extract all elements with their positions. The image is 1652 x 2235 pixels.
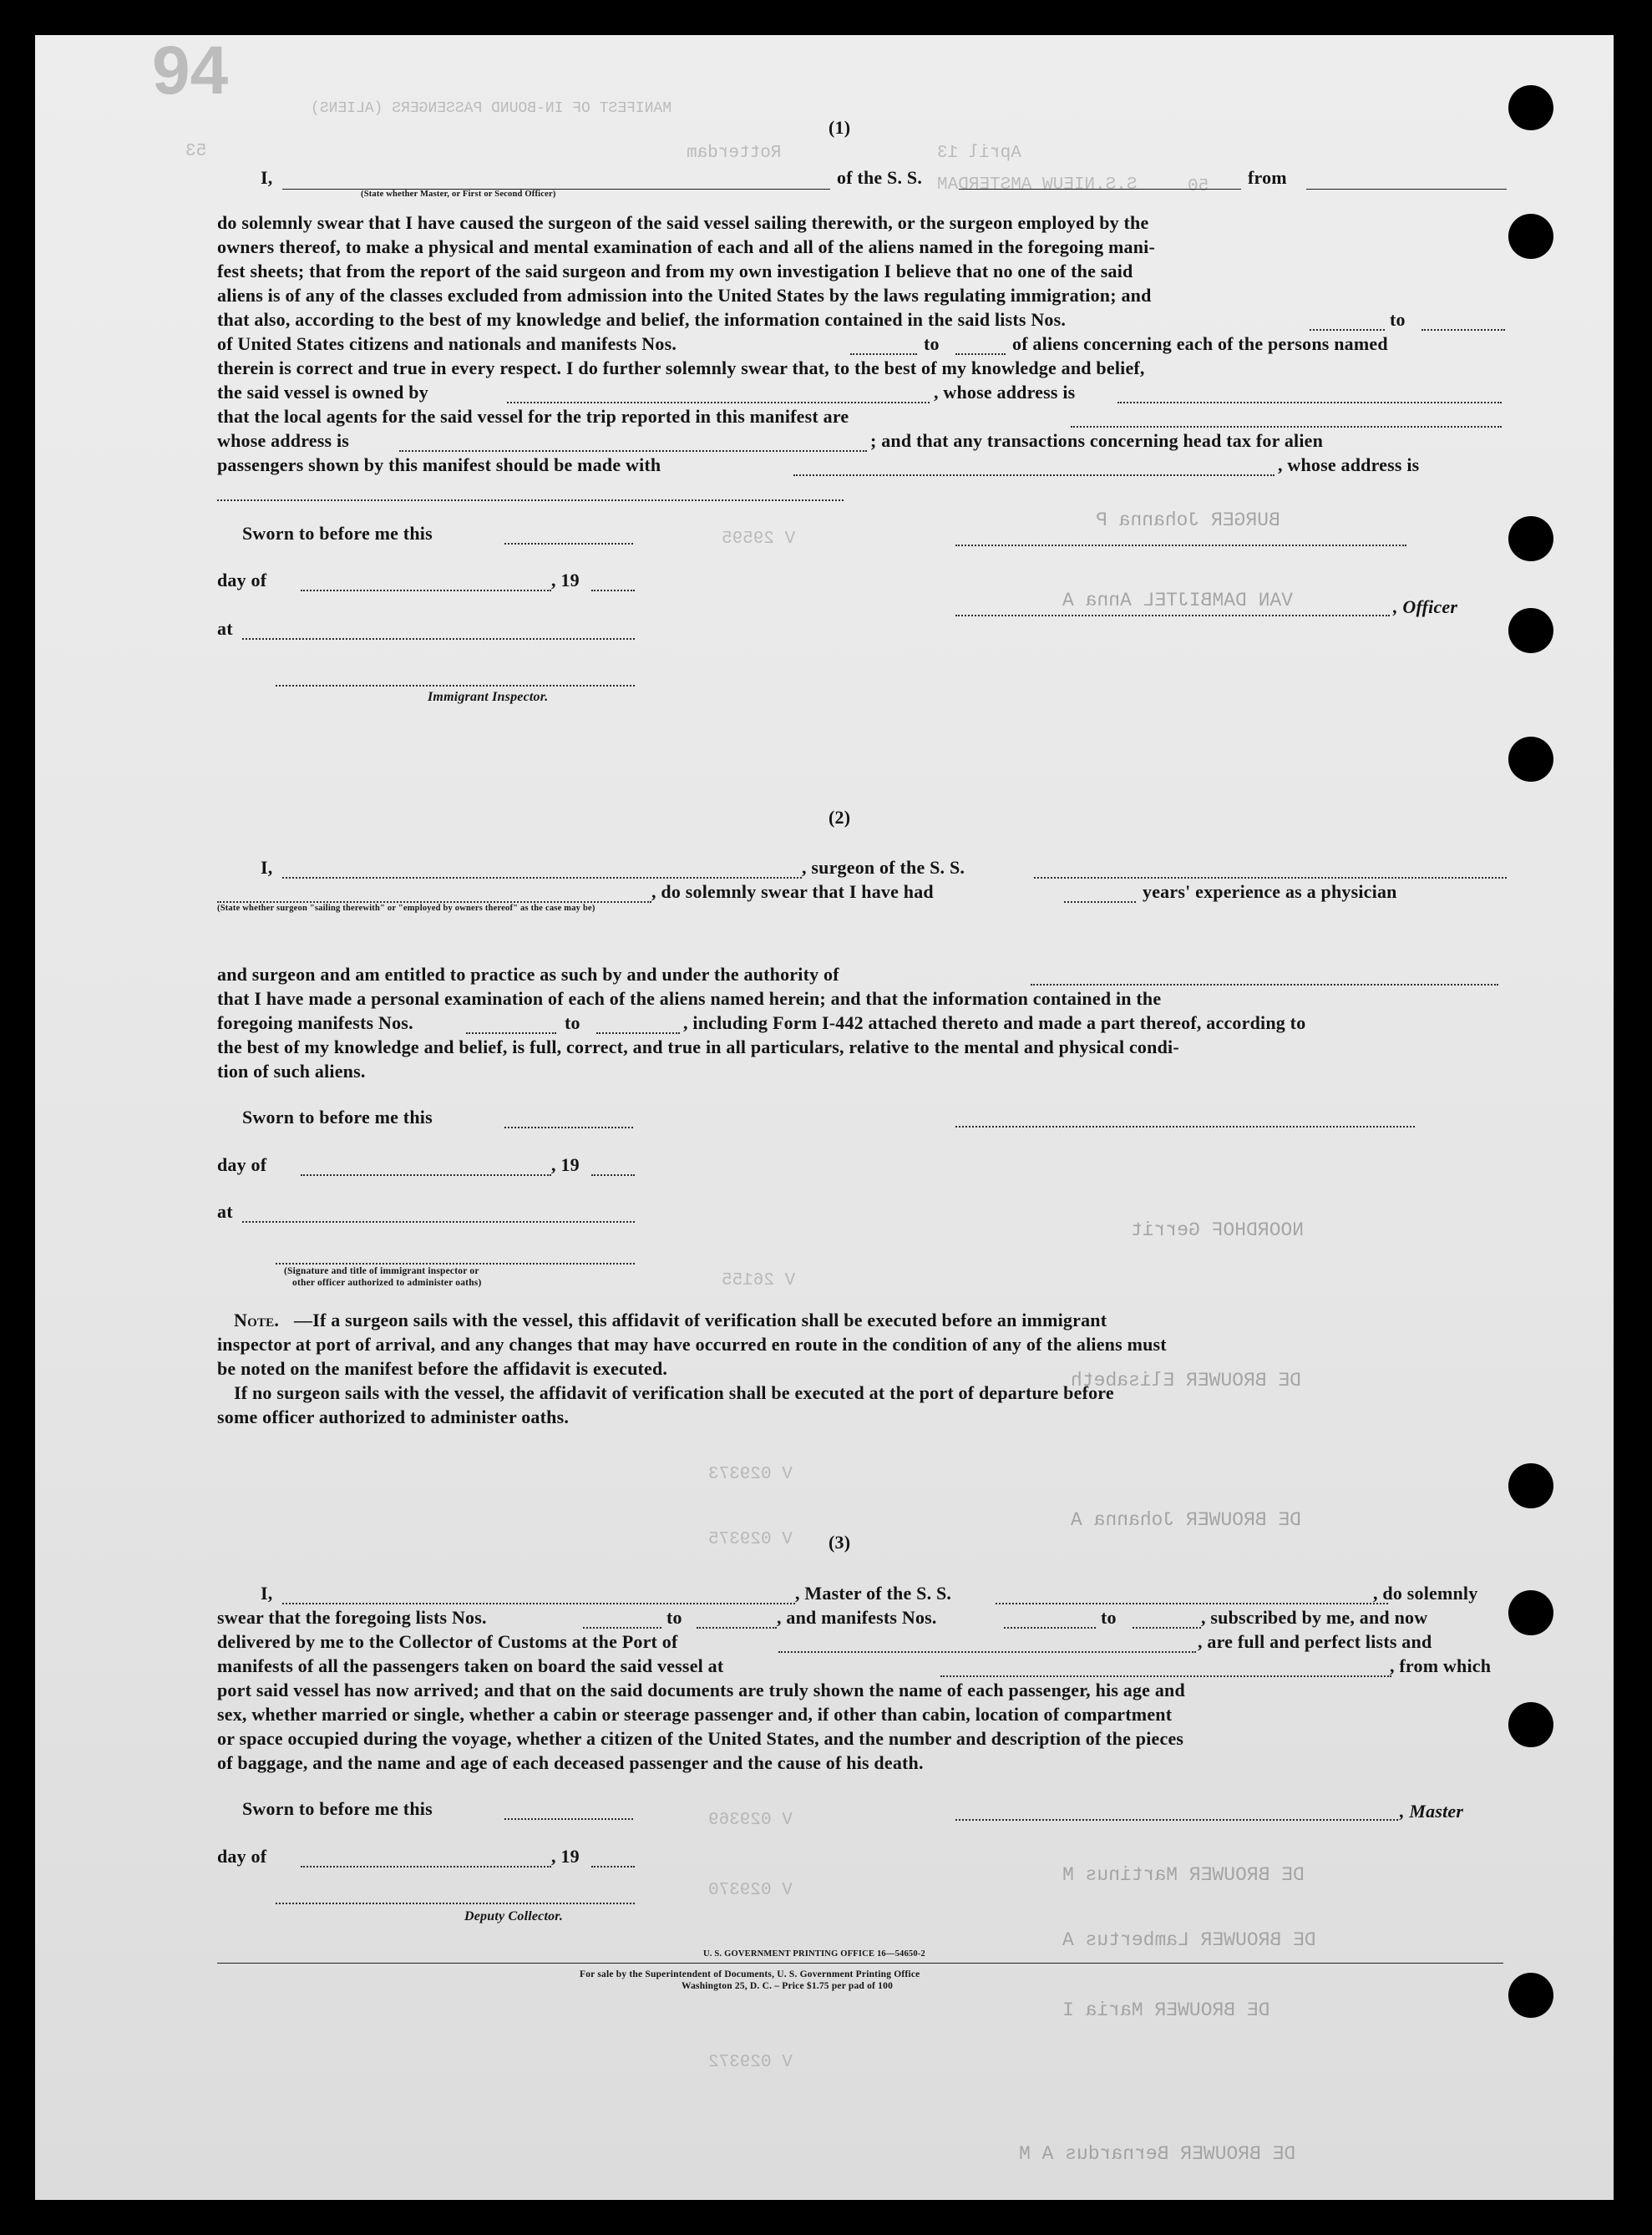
punch-hole — [1508, 608, 1553, 653]
note-text: some officer authorized to administer oaths. — [217, 1406, 570, 1427]
sworn-date-field[interactable] — [504, 1818, 633, 1820]
agents-field[interactable] — [1071, 426, 1502, 428]
punch-hole — [1508, 737, 1553, 782]
bleed-vessel: S.S.NIEUW AMSTERDAM — [937, 175, 1138, 195]
oath-3-text: , from which — [1390, 1655, 1492, 1676]
punch-hole — [1508, 214, 1553, 259]
punch-hole — [1508, 1590, 1553, 1635]
oath-1-text: do solemnly swear that I have caused the surgeon of the said vessel sailing therewith, or the surgeon employed by the — [217, 212, 1149, 233]
bleed-number: 50 — [1188, 177, 1209, 196]
years-experience-field[interactable] — [1064, 901, 1136, 903]
oath-1-text: fest sheets; that from the report of the said surgeon and from my own investigation I believe that no one of the said — [217, 261, 1133, 281]
oath-3-text: , and manifests Nos. — [777, 1607, 937, 1628]
surgeon-manifest-from-field[interactable] — [466, 1032, 556, 1034]
manifests-label: foregoing manifests Nos. — [217, 1012, 413, 1033]
sworn-label: Sworn to before me this — [242, 523, 433, 544]
owner-label: the said vessel is owned by — [217, 382, 428, 403]
oath-2-intro: I, — [261, 857, 273, 878]
note-text: inspector at port of arrival, and any changes that may have occurred en route in the condition of any of the aliens must — [217, 1334, 1167, 1355]
bleed-number: V 029369 — [708, 1811, 793, 1830]
page-number-stamp: 94 — [152, 33, 229, 109]
collector-signature-field[interactable] — [276, 1903, 635, 1904]
owner-field[interactable] — [507, 402, 930, 403]
officer-signature-line-1[interactable] — [955, 545, 1406, 546]
manifest-page — [35, 35, 1614, 2200]
embark-port-field[interactable] — [940, 1675, 1391, 1677]
inspector-signature-field[interactable] — [276, 685, 635, 687]
section-2-heading: (2) — [829, 807, 851, 828]
place-field[interactable] — [242, 1221, 635, 1223]
bleed-name: DE BROUWER Elisabeth — [1071, 1370, 1302, 1391]
sworn-date-field[interactable] — [504, 543, 633, 545]
oath-2-text: tion of such aliens. — [217, 1061, 366, 1082]
year-field[interactable] — [591, 1866, 635, 1868]
oath-1-text: owners thereof, to make a physical and mental examination of each and all of the aliens named in the foregoing mani- — [217, 236, 1155, 257]
oath-1-vessel-label: of the S. S. — [837, 167, 923, 188]
oath-3-text: of baggage, and the name and age of each deceased passenger and the cause of his death. — [217, 1752, 924, 1773]
bleed-date: April 13 — [937, 144, 1021, 163]
oath-1-text: aliens is of any of the classes excluded from admission into the United States by the laws regulating immigration; and — [217, 285, 1152, 306]
to-label: to — [565, 1012, 580, 1033]
oath-2-text: , do solemnly swear that I have had — [651, 881, 934, 902]
surgeon-vessel-field[interactable] — [1034, 877, 1507, 879]
to-label: to — [924, 333, 940, 354]
sale-note: For sale by the Superintendent of Documents, U. S. Government Printing Office — [580, 1969, 920, 1979]
oath-3-text: , subscribed by me, and now — [1201, 1607, 1428, 1628]
surgeon-status-caption: (State whether surgeon "sailing therewith" or "employed by owners thereof" as the case may be) — [217, 904, 595, 913]
oath-2-text: the best of my knowledge and belief, is full, correct, and true in all particulars, relative to the mental and physical condi- — [217, 1036, 1179, 1057]
year-field[interactable] — [591, 590, 635, 591]
oath-3-text: sex, whether married or single, whether a cabin or steerage passenger and, if other than cabin, location of compartment — [217, 1704, 1173, 1725]
master-caption: , Master — [1400, 1801, 1464, 1822]
note-text: —If a surgeon sails with the vessel, this affidavit of verification shall be executed before an immigrant — [294, 1310, 1107, 1330]
port-label: delivered by me to the Collector of Customs at the Port of — [217, 1631, 678, 1652]
master-vessel-field[interactable] — [996, 1603, 1388, 1604]
lists-label: swear that the foregoing lists Nos. — [217, 1607, 487, 1628]
surgeon-signature-field[interactable] — [955, 1126, 1415, 1128]
officer-caption: , Officer — [1393, 596, 1458, 617]
oath-2-text: years' experience as a physician — [1143, 881, 1397, 902]
punch-hole — [1508, 85, 1553, 130]
oath-3-text: , are full and perfect lists and — [1198, 1631, 1432, 1652]
bleed-name: DE BROUWER Maria I — [1062, 1999, 1270, 2021]
oath-3-text: , do solemnly — [1373, 1583, 1478, 1604]
sworn-label: Sworn to before me this — [242, 1107, 433, 1128]
bleed-port: Rotterdam — [687, 144, 782, 163]
note-text: be noted on the manifest before the affidavit is executed. — [217, 1358, 668, 1379]
oath-1-text: that also, according to the best of my knowledge and belief, the information contained in the said lists Nos. — [217, 309, 1067, 330]
oath-3-text: port said vessel has now arrived; and that on the said documents are truly shown the name of each passenger, his age and — [217, 1680, 1185, 1700]
owner-address-field[interactable] — [1117, 402, 1502, 403]
month-field[interactable] — [301, 590, 551, 591]
oath-2-text: that I have made a personal examination of each of the aliens named herein; and that the information contained in the — [217, 988, 1162, 1009]
oath-1-from-label: from — [1248, 167, 1287, 188]
agents-address-field[interactable] — [399, 450, 867, 452]
officer-signature-line-2[interactable] — [955, 615, 1390, 616]
day-of-label: day of — [217, 570, 267, 590]
oath-3-text: or space occupied during the voyage, whether a citizen of the United States, and the number and description of the pieces — [217, 1728, 1184, 1749]
year-label: , 19 — [551, 1154, 580, 1175]
owner-address-label: , whose address is — [934, 382, 1076, 403]
to-label: to — [1390, 309, 1406, 330]
collector-caption: Deputy Collector. — [464, 1909, 564, 1923]
bleed-name: VAN DAMBIJTEL Anna A — [1062, 590, 1294, 611]
oath-1-text: of aliens concerning each of the persons named — [1012, 333, 1388, 354]
day-of-label: day of — [217, 1846, 267, 1867]
master-manifest-to-field[interactable] — [1133, 1627, 1201, 1629]
bleed-name: DE BROUWER Johanna A — [1071, 1509, 1302, 1531]
authority-field[interactable] — [1031, 984, 1498, 986]
customs-port-field[interactable] — [778, 1651, 1196, 1653]
agents-address-label: whose address is — [217, 430, 350, 451]
place-field[interactable] — [242, 638, 635, 640]
citizen-list-from-field[interactable] — [1310, 329, 1385, 331]
head-tax-address-field[interactable] — [217, 499, 844, 501]
master-signature-field[interactable] — [955, 1819, 1398, 1821]
year-label: , 19 — [551, 570, 580, 590]
inspector-caption: Immigrant Inspector. — [428, 690, 549, 704]
signature-caption: (Signature and title of immigrant inspector or — [284, 1266, 479, 1276]
alien-manifest-from-field[interactable] — [850, 353, 917, 355]
year-label: , 19 — [551, 1846, 580, 1867]
surgeon-vessel-label: , surgeon of the S. S. — [802, 857, 965, 878]
to-label: to — [666, 1607, 682, 1628]
day-of-label: day of — [217, 1154, 267, 1175]
bleed-number: V 029373 — [708, 1465, 793, 1484]
oath-3-vessel-label: , Master of the S. S. — [795, 1583, 952, 1604]
month-field[interactable] — [301, 1866, 551, 1868]
section-1-heading: (1) — [829, 117, 851, 138]
note-label: Note. — [234, 1310, 280, 1330]
head-tax-payee-field[interactable] — [793, 474, 1274, 476]
note-text: If no surgeon sails with the vessel, the affidavit of verification shall be executed at the port of departure before — [234, 1382, 1114, 1403]
bleed-name: DE BROUWER Martinus M — [1062, 1864, 1305, 1886]
oath-2-text: , including Form I-442 attached thereto and made a part thereof, according to — [683, 1012, 1306, 1033]
alien-manifest-to-field[interactable] — [955, 353, 1006, 355]
embark-label: manifests of all the passengers taken on board the said vessel at — [217, 1655, 724, 1676]
master-name-field[interactable] — [282, 1603, 795, 1604]
citizen-list-to-field[interactable] — [1421, 329, 1505, 331]
at-label: at — [217, 618, 233, 639]
footer-rule — [217, 1963, 1503, 1964]
at-label: at — [217, 1201, 233, 1222]
surgeon-status-field[interactable] — [217, 901, 651, 903]
sworn-date-field[interactable] — [504, 1127, 633, 1128]
lists-to-field[interactable] — [697, 1627, 777, 1629]
month-field[interactable] — [301, 1174, 551, 1176]
oath-1-text: of United States citizens and nationals and manifests Nos. — [217, 333, 677, 354]
printing-office-note: U. S. GOVERNMENT PRINTING OFFICE 16—54650-2 — [703, 1949, 925, 1959]
oath-3-intro: I, — [261, 1583, 273, 1604]
oath-1-text: therein is correct and true in every respect. I do further solemnly swear that, to the best of my knowledge and belief, — [217, 357, 1145, 378]
bleed-number: V 029375 — [708, 1530, 793, 1549]
head-tax-address-label: , whose address is — [1278, 454, 1420, 475]
punch-hole — [1508, 1463, 1553, 1508]
bleed-number: 53 — [185, 142, 207, 161]
year-field[interactable] — [591, 1174, 635, 1176]
oath-1-text: ; and that any transactions concerning head tax for alien — [870, 430, 1324, 451]
bleed-name: NOORDHOF Gerrit — [1131, 1219, 1305, 1241]
punch-hole — [1508, 1973, 1553, 2018]
departure-port-field[interactable] — [1306, 189, 1507, 190]
authority-signature-field[interactable] — [276, 1263, 635, 1264]
vessel-name-field[interactable] — [959, 189, 1241, 190]
surgeon-name-field[interactable] — [282, 877, 802, 879]
master-manifest-from-field[interactable] — [1004, 1627, 1096, 1629]
bleed-header: MANIFEST OF IN-BOUND PASSENGERS (ALIENS) — [311, 100, 672, 117]
punch-hole — [1508, 516, 1553, 561]
head-tax-label: passengers shown by this manifest should be made with — [217, 454, 661, 475]
bleed-name: DE BROUWER Bernardus A M — [1019, 2143, 1296, 2165]
signature-caption: other officer authorized to administer oaths) — [292, 1278, 482, 1288]
oath-1-intro: I, — [261, 167, 273, 188]
lists-from-field[interactable] — [583, 1627, 661, 1629]
bleed-number: V 29595 — [722, 530, 796, 549]
bleed-number: V 029372 — [708, 2053, 793, 2072]
bleed-name: DE BROUWER Lambertus A — [1062, 1929, 1316, 1951]
punch-hole — [1508, 1702, 1553, 1747]
agents-label: that the local agents for the said vessel for the trip reported in this manifest are — [217, 406, 849, 427]
bleed-name: BURGER Johanna P — [1096, 509, 1280, 531]
to-label: to — [1101, 1607, 1117, 1628]
sale-note: Washington 25, D. C. – Price $1.75 per pad of 100 — [682, 1981, 894, 1991]
authority-label: and surgeon and am entitled to practice as such by and under the authority of — [217, 964, 839, 985]
officer-rank-caption: (State whether Master, or First or Second Officer) — [361, 190, 556, 199]
surgeon-manifest-to-field[interactable] — [596, 1032, 680, 1034]
sworn-label: Sworn to before me this — [242, 1798, 433, 1819]
bleed-number: V 26155 — [722, 1271, 796, 1290]
bleed-number: V 029370 — [708, 1881, 793, 1900]
section-3-heading: (3) — [829, 1532, 851, 1553]
